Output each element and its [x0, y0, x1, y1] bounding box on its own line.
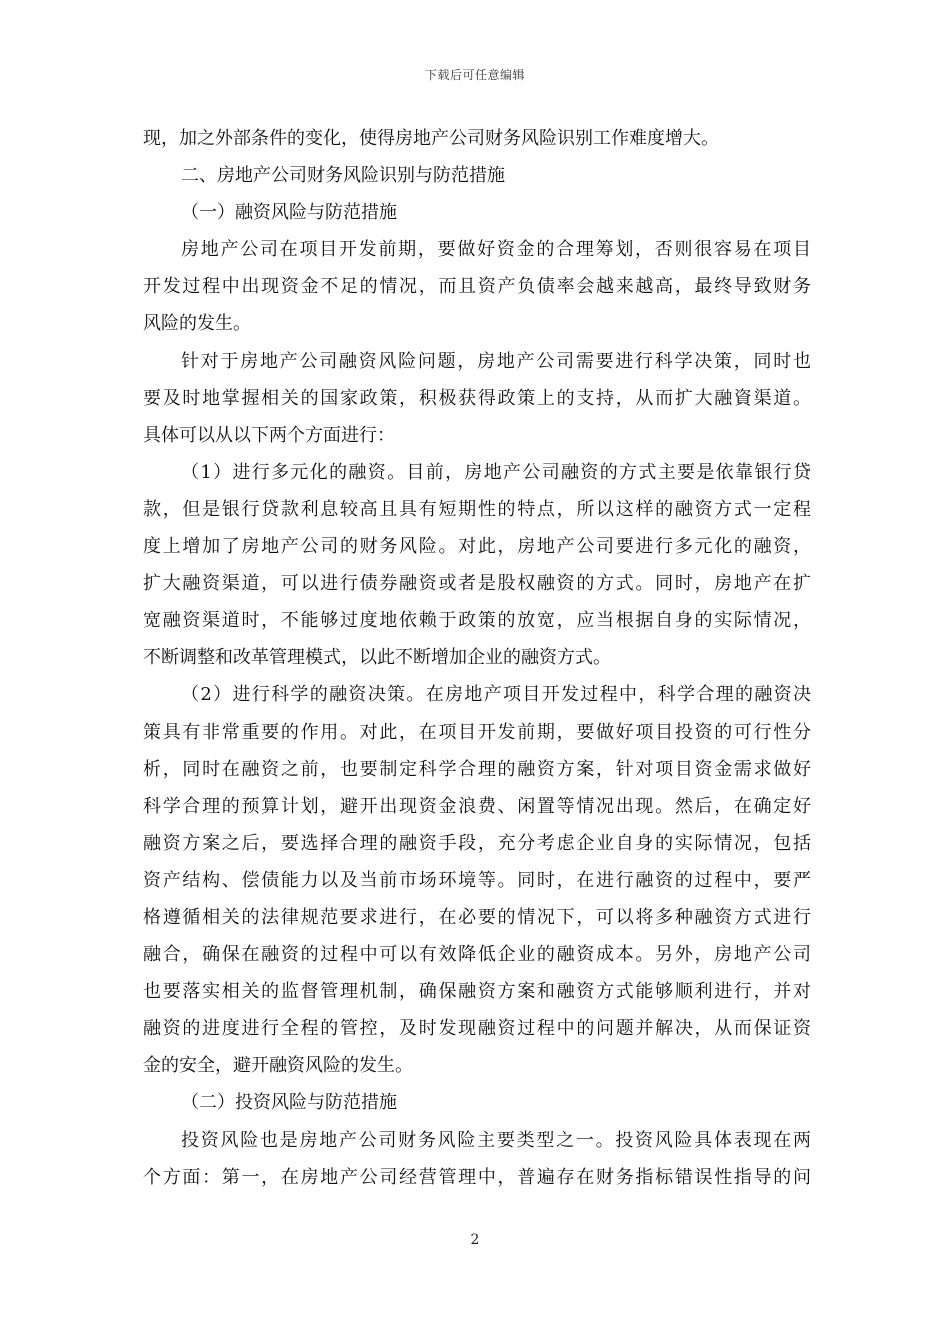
text-line: 融资方案之后，要选择合理的融资手段，充分考虑企业自身的实际情况，包括 [143, 832, 811, 854]
page-number: 2 [470, 1232, 480, 1248]
text-line: 融资的进度进行全程的管控，及时发现融资过程中的问题并解决，从而保证资 [143, 1018, 811, 1040]
text-line: 开发过程中出现资金不足的情况，而且资产负债率会越来越高，最终导致财务 [143, 276, 811, 298]
text-line: 格遵循相关的法律规范要求进行，在必要的情况下，可以将多种融资方式进行 [143, 906, 811, 928]
text-line: 风险的发生。 [143, 313, 251, 335]
text-line: 资产结构、偿债能力以及当前市场环境等。同时，在进行融资的过程中，要严 [143, 869, 811, 891]
text-line: （1）进行多元化的融资。目前，房地产公司融资的方式主要是依靠银行贷 [181, 461, 811, 483]
text-line: 析，同时在融资之前，也要制定科学合理的融资方案，针对项目资金需求做好 [143, 758, 811, 780]
text-line: 也要落实相关的监督管理机制，确保融资方案和融资方式能够顺利进行，并对 [143, 981, 811, 1003]
text-line: 针对于房地产公司融资风险问题，房地产公司需要进行科学决策，同时也 [181, 350, 811, 372]
text-line: 融合，确保在融资的过程中可以有效降低企业的融资成本。另外，房地产公司 [143, 944, 811, 966]
text-line: 策具有非常重要的作用。对此，在项目开发前期，要做好项目投资的可行性分 [143, 721, 811, 743]
text-line: 二、房地产公司财务风险识别与防范措施 [181, 165, 505, 187]
text-line: 要及时地掌握相关的国家政策，积极获得政策上的支持，从而扩大融資渠道。 [143, 387, 811, 409]
text-line: 具体可以从以下两个方面进行： [143, 424, 395, 446]
text-line: 个方面：第一，在房地产公司经营管理中，普遍存在财务指标错误性指导的问 [143, 1166, 811, 1188]
text-line: 款，但是银行贷款利息较高且具有短期性的特点，所以这样的融资方式一定程 [143, 498, 811, 520]
text-line: 不断调整和改革管理模式，以此不断增加企业的融资方式。 [143, 647, 611, 669]
page-header: 下载后可任意编辑 [424, 68, 525, 82]
text-line: 科学合理的预算计划，避开出现资金浪费、闲置等情况出现。然后，在确定好 [143, 795, 811, 817]
text-line: （二）投资风险与防范措施 [181, 1092, 397, 1114]
text-line: 现，加之外部条件的变化，使得房地产公司财务风险识别工作难度增大。 [143, 128, 719, 149]
text-line: 投资风险也是房地产公司财务风险主要类型之一。投资风险具体表现在两 [181, 1129, 811, 1151]
text-line: 度上增加了房地产公司的财务风险。对此，房地产公司要进行多元化的融资， [143, 536, 811, 558]
text-line: （一）融资风险与防范措施 [181, 202, 397, 224]
document-body [143, 120, 811, 1196]
text-line: 宽融资渠道时，不能够过度地依赖于政策的放宽，应当根据自身的实际情况， [143, 610, 811, 632]
text-line: （2）进行科学的融资决策。在房地产项目开发过程中，科学合理的融资决 [181, 684, 811, 706]
text-line: 金的安全，避开融资风险的发生。 [143, 1055, 413, 1077]
text-line: 扩大融资渠道，可以进行债券融资或者是股权融资的方式。同时，房地产在扩 [143, 573, 811, 595]
text-line: 房地产公司在项目开发前期，要做好资金的合理筹划，否则很容易在项目 [181, 239, 811, 261]
